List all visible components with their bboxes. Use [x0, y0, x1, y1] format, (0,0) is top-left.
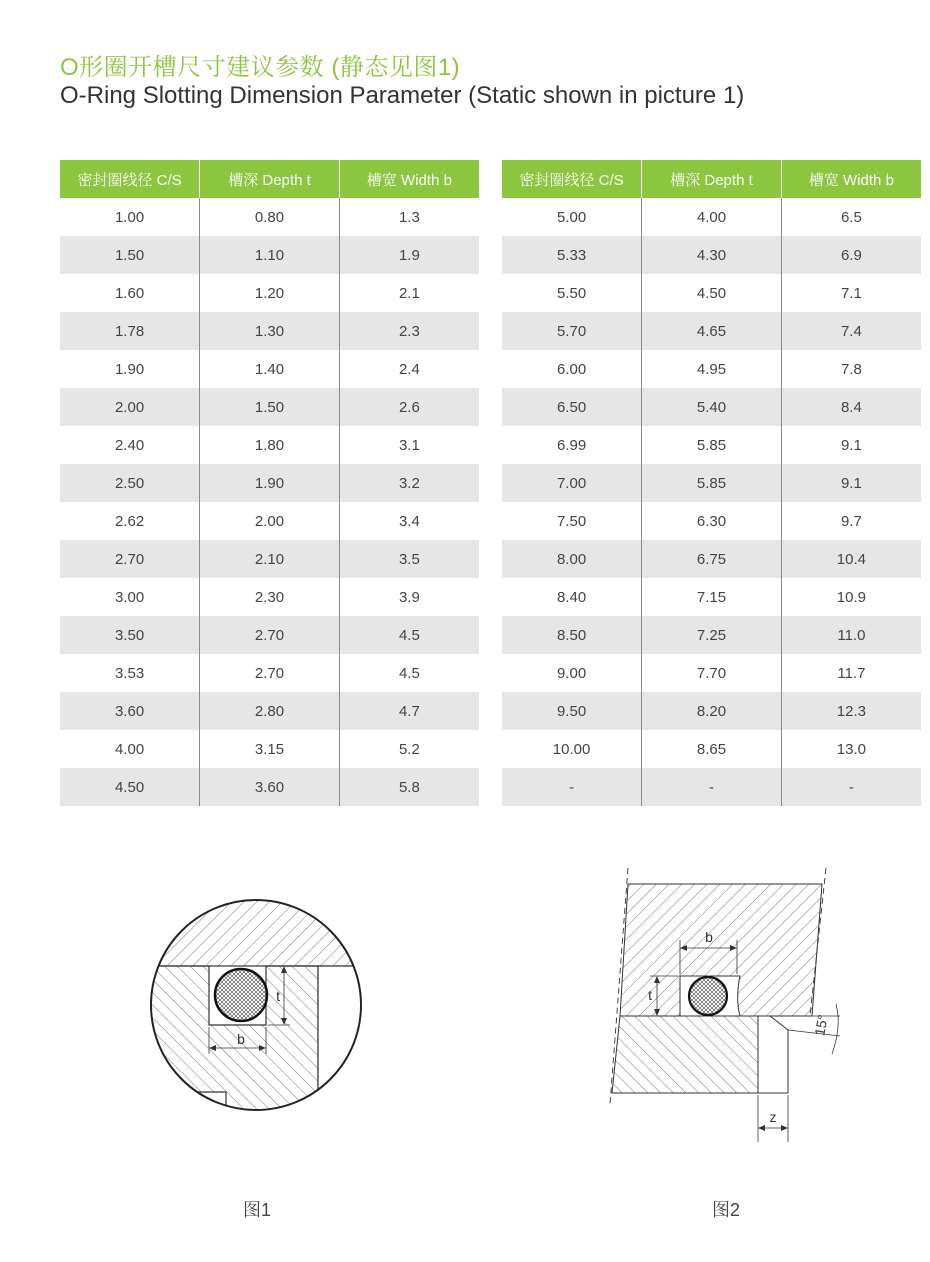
table-cell: 5.40 [642, 388, 782, 426]
table-cell: 3.53 [114, 664, 145, 682]
table-cell: 3.15 [200, 730, 340, 768]
o-ring-cross-section [689, 977, 727, 1015]
table-cell: 8.50 [502, 616, 642, 654]
page-title-cn: O形圈开槽尺寸建议参数 (静态见图1) [60, 54, 461, 81]
table-cell: 12.3 [781, 692, 921, 730]
table-cell: - [502, 768, 642, 806]
figure-1-static-groove-diagram [150, 852, 372, 1162]
column-header: 密封圈线径 C/S [60, 160, 200, 198]
figure-2-caption: 图2 [711, 1200, 740, 1220]
table-row [502, 730, 921, 768]
table-cell: 6.00 [556, 360, 587, 378]
table-cell: 0.80 [200, 198, 340, 236]
column-header: 槽深 Depth t [200, 160, 340, 198]
table-cell: 1.40 [200, 350, 340, 388]
table-cell: 2.70 [200, 654, 340, 692]
table-cell: 7.4 [781, 312, 921, 350]
table-row [502, 616, 921, 654]
table-cell: 5.2 [339, 730, 479, 768]
table-cell: 4.95 [642, 350, 782, 388]
table-cell: 2.40 [114, 436, 145, 454]
table-row [502, 312, 921, 350]
column-header: 槽深 Depth t [642, 160, 782, 198]
table-cell: 5.85 [642, 426, 782, 464]
table-cell: 3.1 [339, 426, 479, 464]
table-row [502, 692, 921, 730]
table-cell: 3.4 [339, 502, 479, 540]
table-cell: 1.80 [200, 426, 340, 464]
page-title-en: O-Ring Slotting Dimension Parameter (Static shown in picture 1) [60, 82, 745, 109]
table-row [60, 464, 479, 502]
table-cell: 7.25 [642, 616, 782, 654]
table-cell: 2.62 [114, 512, 145, 530]
table-cell: 1.20 [200, 274, 340, 312]
table-cell: - [642, 768, 782, 806]
table-row [60, 236, 479, 274]
table-row [502, 578, 921, 616]
table-cell: 1.9 [339, 236, 479, 274]
table-cell: 6.5 [781, 198, 921, 236]
column-header: 槽宽 Width b [781, 160, 921, 198]
table-cell: 11.0 [781, 616, 921, 654]
dimension-label-t: t [648, 987, 652, 1003]
table-cell: 1.10 [200, 236, 340, 274]
table-row [502, 274, 921, 312]
table-cell: 5.50 [556, 284, 587, 302]
table-cell: 9.7 [781, 502, 921, 540]
table-cell: 3.5 [339, 540, 479, 578]
dimension-label-b: b [705, 929, 713, 945]
table-cell: 5.8 [339, 768, 479, 806]
table-cell: 6.50 [502, 388, 642, 426]
table-row [502, 540, 921, 578]
table-row [502, 236, 921, 274]
table-cell: 9.1 [781, 426, 921, 464]
table-row [60, 692, 479, 730]
table-cell: 5.33 [502, 236, 642, 274]
table-cell: 1.00 [114, 208, 145, 226]
table-cell: 4.7 [339, 692, 479, 730]
table-cell: 7.15 [642, 578, 782, 616]
table-cell: 1.30 [200, 312, 340, 350]
table-row [502, 350, 921, 388]
table-row [502, 768, 921, 806]
figure-1-caption: 图1 [242, 1200, 271, 1220]
table-cell: 1.60 [114, 284, 145, 302]
table-row [60, 312, 479, 350]
table-body [502, 198, 921, 806]
table-cell: 7.70 [642, 654, 782, 692]
table-cell: 4.00 [642, 198, 782, 236]
table-row [60, 274, 479, 312]
table-cell: 6.9 [781, 236, 921, 274]
column-header: 槽宽 Width b [339, 160, 479, 198]
table-cell: 2.00 [200, 502, 340, 540]
table-row [60, 578, 479, 616]
table-cell: 1.90 [200, 464, 340, 502]
table-cell: 11.7 [781, 654, 921, 692]
table-cell: 1.90 [114, 360, 145, 378]
table-cell: 4.5 [339, 654, 479, 692]
table-row [502, 654, 921, 692]
dimension-label-b: b [237, 1031, 245, 1047]
table-header [502, 160, 921, 198]
table-row [502, 198, 921, 236]
table-cell: 6.75 [642, 540, 782, 578]
table-cell: 13.0 [781, 730, 921, 768]
table-cell: 9.00 [556, 664, 587, 682]
table-row [60, 198, 479, 236]
table-cell: 4.50 [642, 274, 782, 312]
table-cell: 7.8 [781, 350, 921, 388]
dimension-label-t: t [276, 988, 280, 1004]
table-cell: 3.60 [200, 768, 340, 806]
table-cell: 4.00 [114, 740, 145, 758]
table-cell: 4.50 [60, 768, 200, 806]
table-row [60, 616, 479, 654]
table-cell: 2.70 [60, 540, 200, 578]
table-cell: - [781, 768, 921, 806]
table-cell: 7.50 [556, 512, 587, 530]
table-cell: 9.50 [502, 692, 642, 730]
table-cell: 4.30 [642, 236, 782, 274]
table-cell: 3.9 [339, 578, 479, 616]
table-cell: 5.00 [556, 208, 587, 226]
table-cell: 9.1 [781, 464, 921, 502]
table-cell: 6.99 [556, 436, 587, 454]
table-row [502, 464, 921, 502]
lower-part-section [612, 1016, 758, 1093]
table-cell: 2.1 [339, 274, 479, 312]
table-cell: 8.00 [502, 540, 642, 578]
table-cell: 5.85 [642, 464, 782, 502]
table-cell: 2.30 [200, 578, 340, 616]
table-cell: 1.50 [200, 388, 340, 426]
table-row [60, 388, 479, 426]
table-cell: 3.00 [114, 588, 145, 606]
table-cell: 7.1 [781, 274, 921, 312]
table-cell: 3.60 [60, 692, 200, 730]
table-cell: 1.50 [60, 236, 200, 274]
header-row [60, 160, 479, 198]
table-cell: 2.10 [200, 540, 340, 578]
column-header: 密封圈线径 C/S [502, 160, 642, 198]
table-cell: 3.2 [339, 464, 479, 502]
table-cell: 2.6 [339, 388, 479, 426]
table-cell: 8.20 [642, 692, 782, 730]
table-row [60, 540, 479, 578]
dimension-table-right [502, 160, 921, 806]
table-cell: 10.9 [781, 578, 921, 616]
table-cell: 5.70 [502, 312, 642, 350]
table-cell: 2.80 [200, 692, 340, 730]
table-cell: 7.00 [502, 464, 642, 502]
table-cell: 8.4 [781, 388, 921, 426]
table-row [502, 502, 921, 540]
table-cell: 4.65 [642, 312, 782, 350]
table-row [60, 350, 479, 388]
table-cell: 2.70 [200, 616, 340, 654]
table-row [60, 768, 479, 806]
table-cell: 8.65 [642, 730, 782, 768]
dimension-label-z: z [769, 1109, 777, 1125]
table-cell: 2.00 [60, 388, 200, 426]
table-cell: 1.3 [339, 198, 479, 236]
table-row [502, 388, 921, 426]
dimension-label-angle: 15° [811, 1013, 831, 1037]
table-cell: 10.00 [552, 740, 591, 758]
table-cell: 2.3 [339, 312, 479, 350]
table-row [60, 502, 479, 540]
o-ring-cross-section [215, 969, 267, 1021]
table-cell: 2.50 [60, 464, 200, 502]
figure-2-chamfer-groove-diagram [606, 862, 856, 1152]
table-body [60, 198, 479, 806]
dimension-table-left [60, 160, 479, 806]
table-cell: 6.30 [642, 502, 782, 540]
table-row [502, 426, 921, 464]
table-row [60, 426, 479, 464]
table-row [60, 654, 479, 692]
table-cell: 3.50 [60, 616, 200, 654]
table-cell: 4.5 [339, 616, 479, 654]
table-header [60, 160, 479, 198]
table-cell: 2.4 [339, 350, 479, 388]
header-row [502, 160, 921, 198]
table-cell: 1.78 [60, 312, 200, 350]
table-cell: 10.4 [781, 540, 921, 578]
table-cell: 8.40 [556, 588, 587, 606]
table-row [60, 730, 479, 768]
